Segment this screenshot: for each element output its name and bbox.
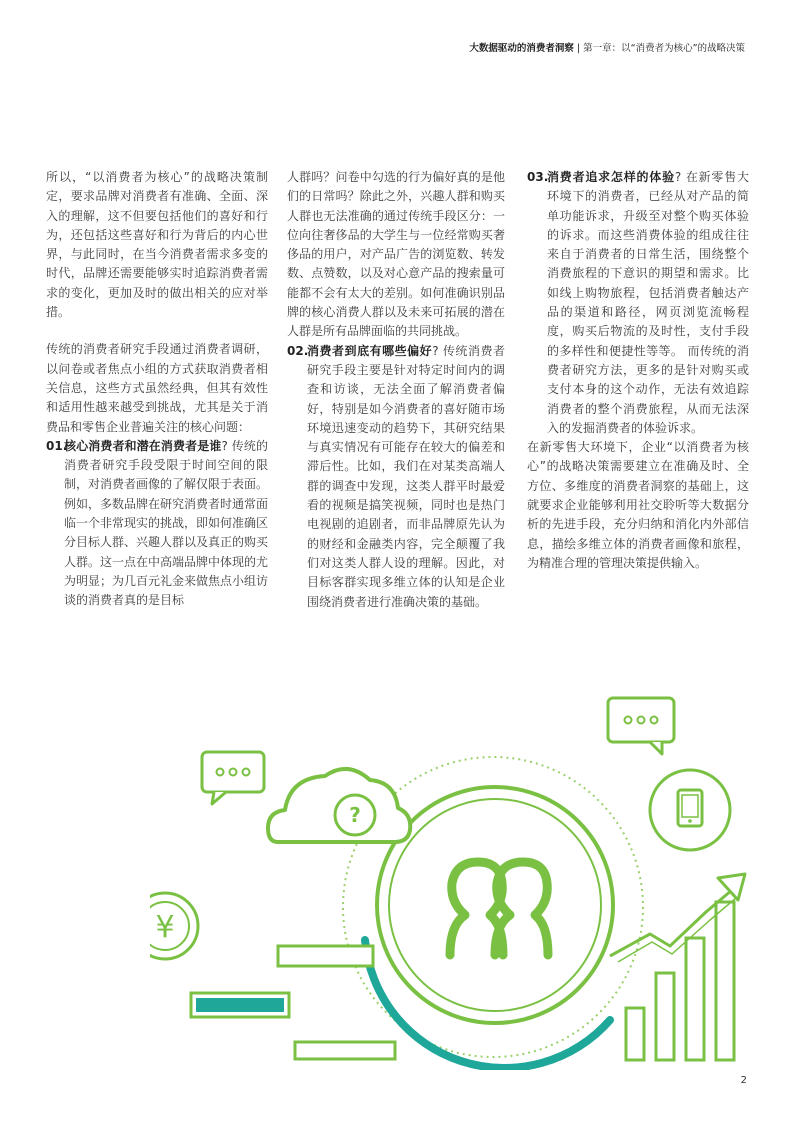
question-item-03 <box>527 168 749 438</box>
item-number: 02. <box>287 343 309 358</box>
column-3 <box>527 168 749 573</box>
tablet-icon <box>650 770 730 850</box>
item-title: 消费者追求怎样的体验 <box>547 170 675 184</box>
column-1 <box>46 168 268 611</box>
column-2 <box>287 168 505 612</box>
speech-bubble-icon-right <box>608 698 674 754</box>
header-chapter: 第一章：以“消费者为核心”的战略决策 <box>583 43 745 54</box>
question-item-01 <box>46 437 268 611</box>
paragraph-conclusion: 在新零售大环境下，企业“以消费者为核心”的战略决策需要建立在准确及时、全方位、多维度的消费者洞察的基础上，这就要求企业能够利用社交聆听等大数据分析的先进手段，充分归纳和消化内外部信息，描绘多维立体的消费者画像和旅程，为精准合理的管理决策提供输入。 <box>527 440 749 570</box>
header-title: 大数据驱动的消费者洞察 <box>469 43 574 54</box>
cloud-question-icon <box>268 769 410 842</box>
question-mark: ? <box>349 803 361 827</box>
item-text: ? 传统的消费者研究手段受限于时间空间的限制，对消费者画像的了解仅限于表面。例如，多数品牌在研究消费者时通常面临一个非常现实的挑战，即如何准确区分目标人群、兴趣人群以及真正的购买人群。这一点在中高端品牌中体现的尤为明显；为几百元礼金来做焦点小组访谈的消费者真的是目标 <box>64 438 269 608</box>
item-title: 消费者到底有哪些偏好 <box>307 343 433 358</box>
item-text: ? 在新零售大环境下的消费者，已经从对产品的简单功能诉求，升级至对整个购买体验的诉求。而这些消费体验的组成往往来自于消费者的日常生活，围绕整个消费旅程的下意识的期望和需求。比如线上购物旅程，包括消费者触达产品的渠道和路径，网页浏览流畅程度，购买后物流的及时性，支付手段的多样性和便捷性等等。 而传统的消费者研究方法，更多的是针对购买或支付本身的这个动作，无法有效追踪消费者的整个消费旅程，从而无法深入的发掘消费者的体验诉求。 <box>547 170 749 435</box>
item-title: 核心消费者和潜在消费者是谁 <box>64 438 222 453</box>
item-number: 01. <box>46 438 68 453</box>
yen-coin-icon <box>150 893 198 959</box>
paragraph-intro: 所以，“以消费者为核心”的战略决策制定，要求品牌对消费者有准确、全面、深入的理解，这不但要包括他们的喜好和行为，还包括这些喜好和行为背后的内心世界，与此同时，在当今消费者需求多变的时代，品牌还需要能够实时追踪消费者需求的变化，更加及时的做出相关的应对举措。 <box>46 170 268 320</box>
header-separator: | <box>576 43 581 54</box>
paragraph-traditional-research: 传统的消费者研究手段通过消费者调研，以问卷或者焦点小组的方式获取消费者相关信息，这些方式虽然经典，但其有效性和适用性越来越受到挑战，尤其是关于消费品和零售企业普遍关注的核心问题： <box>46 342 268 434</box>
paragraph-continuation: 人群吗？问卷中勾选的行为偏好真的是他们的日常吗？除此之外，兴趣人群和购买人群也无法准确的通过传统手段区分：一位向往奢侈品的大学生与一位经常购买奢侈品的用户，对产品广告的浏览数、转发数、点赞数，以及对心意产品的搜索量可能都不会有太大的差别。如何准确识别品牌的核心消费人群以及未来可拓展的潜在人群是所有品牌面临的共同挑战。 <box>287 170 505 339</box>
running-header <box>469 40 745 54</box>
item-number: 03. <box>527 170 549 184</box>
item-text: ? 传统消费者研究手段主要是针对特定时间内的调查和访谈，无法全面了解消费者偏好，特别是如今消费者的喜好随市场环境迅速变动的趋势下，其研究结果与真实情况有可能存在较大的偏差和滞后性。比如，我们在对某类高端人群的调查中发现，这类人群平时最爱看的视频是搞笑视频，同时也是热门电视剧的追剧者，而非品牌原先认为的财经和金融类内容，完全颠覆了我们对这类人群人设的理解。因此，对目标客群实现多维立体的认知是企业围绕消费者进行准确决策的基础。 <box>307 343 505 609</box>
speech-bubble-icon-left <box>202 752 264 804</box>
yen-symbol: ¥ <box>155 910 175 945</box>
question-item-02 <box>287 342 505 612</box>
people-icon <box>377 787 613 1023</box>
horizontal-bars <box>191 946 395 1059</box>
consumer-insight-illustration <box>150 690 750 1070</box>
page-number: 2 <box>740 1075 747 1086</box>
